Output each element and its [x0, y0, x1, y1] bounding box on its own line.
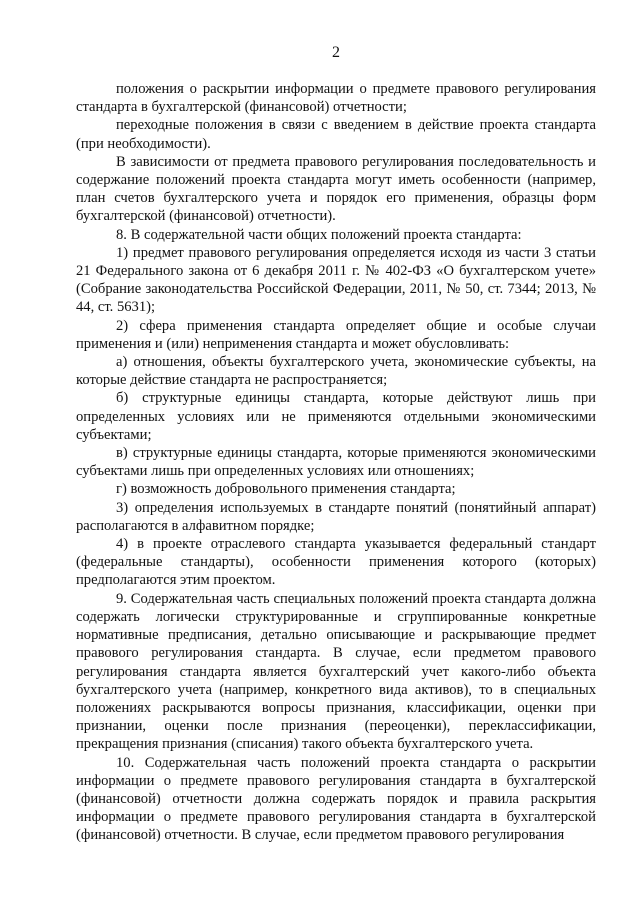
page-number: 2	[332, 44, 340, 61]
paragraph-item-8-1: 1) предмет правового регулирования определяется исходя из части 3 статьи 21 Федерального закона от 6 декабря 2011 г. № 402-ФЗ «О бухгалтерском учете» (Собрание законодательства Российской Федерации, 2011, № 50, ст. 7344; 2013, № 44, ст. 5631);	[76, 244, 596, 316]
paragraph-item-8-4: 4) в проекте отраслевого стандарта указывается федеральный стандарт (федеральные стандарты), особенности применения которого (которых) предполагаются этим проектом.	[76, 536, 596, 589]
paragraph-item-9: 9. Содержательная часть специальных положений проекта стандарта должна содержать логически структурированные и сгруппированные конкретные нормативные предписания, детально описывающие и раскрывающие предмет правового регулирования стандарта. В случае, если предметом правового регулирования стандарта является бухгалтерский учет какого-либо объекта бухгалтерского учета (например, конкретного вида активов), то в специальных положениях раскрываются вопросы признания, классификации, оценки при признании, оценки после признания (переоценки), переклассификации, прекращения признания (списания) такого объекта бухгалтерского учета.	[76, 590, 596, 753]
paragraph-item-8: 8. В содержательной части общих положений проекта стандарта:	[116, 226, 522, 243]
paragraph-item-8-2-b: б) структурные единицы стандарта, которые действуют лишь при определенных условиях или не применяются отдельными экономическими субъектами;	[76, 390, 596, 443]
paragraph-item-8-2: 2) сфера применения стандарта определяет общие и особые случаи применения и (или) неприменения стандарта и может обусловливать:	[76, 317, 596, 352]
paragraph-item-8-2-a: а) отношения, объекты бухгалтерского учета, экономические субъекты, на которые действие стандарта не распространяется;	[76, 354, 596, 389]
paragraph-transitional-provisions: переходные положения в связи с введением в действие проекта стандарта (при необходимости).	[76, 117, 596, 152]
paragraph-item-8-2-v: в) структурные единицы стандарта, которые применяются экономическими субъектами лишь при определенных условиях или отношениях;	[76, 445, 596, 480]
paragraph-item-10: 10. Содержательная часть положений проекта стандарта о раскрытии информации о предмете правового регулирования стандарта в бухгалтерской (финансовой) отчетности должна содержать порядок и правила раскрытия информации о предмете правового регулирования стандарта в бухгалтерской (финансовой) отчетности. В случае, если предметом правового регулирования	[76, 754, 596, 844]
paragraph-disclosure-provisions: положения о раскрытии информации о предмете правового регулирования стандарта в бухгалтерской (финансовой) отчетности;	[76, 81, 596, 116]
paragraph-item-8-3: 3) определения используемых в стандарте понятий (понятийный аппарат) располагаются в алфавитном порядке;	[76, 499, 596, 534]
paragraph-sequence-features: В зависимости от предмета правового регулирования последовательность и содержание положений проекта стандарта могут иметь особенности (например, план счетов бухгалтерского учета и порядок его применения, образцы форм бухгалтерской (финансовой) отчетности).	[76, 153, 596, 225]
paragraph-item-8-2-g: г) возможность добровольного применения стандарта;	[116, 481, 456, 498]
